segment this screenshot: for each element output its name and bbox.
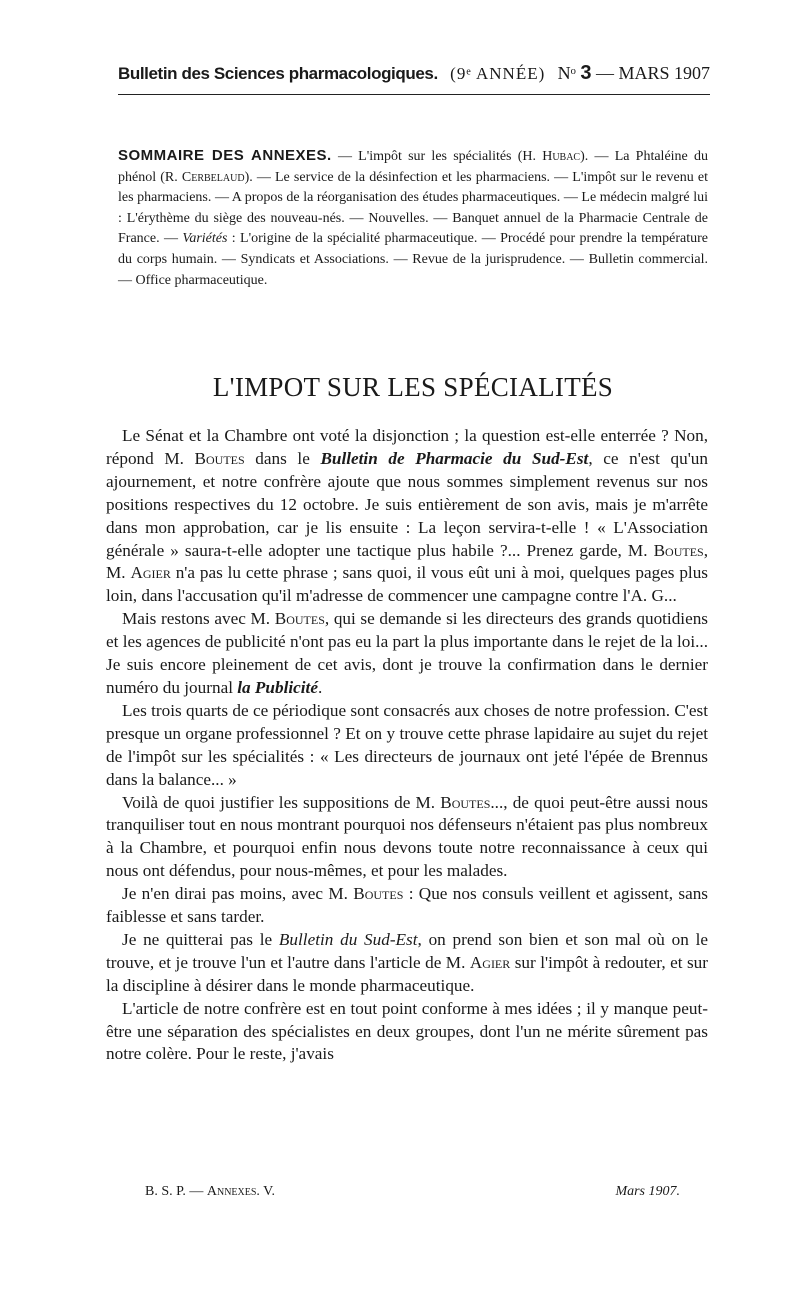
- text: : Que nos consuls veillent et agissent, sans faiblesse et sans tarder.: [106, 884, 708, 927]
- person-name: Boutes: [440, 792, 491, 812]
- sommaire-annexes: [118, 146, 708, 291]
- author-name: H. Hubac: [522, 149, 581, 164]
- header-issue: [558, 62, 710, 85]
- journal-name: la Publicité: [237, 677, 318, 697]
- person-name: Boutes: [274, 609, 325, 629]
- text: B. S. P. —: [145, 1184, 207, 1199]
- sommaire-heading: SOMMAIRE DES ANNEXES.: [118, 147, 332, 164]
- person-name: Boutes: [194, 448, 245, 468]
- sommaire-text: ). — La Phtaléine du phénol (: [118, 149, 708, 185]
- sommaire-text: ). — Le service de la désinfection et les pharmaciens. — L'impôt sur le revenu et les pharmaciens. — A propos de la réorganisation des études pharmaceutiques. — Le médecin malgré lui : L'érythème du siège des nouveau-nés. — Nouvelles. — Banquet annuel de la Pharmacie Centrale de France. —: [118, 169, 709, 247]
- text: , M.: [106, 540, 708, 583]
- paragraph: Les trois quarts de ce périodique sont consacrés aux choses de notre profession. C'est presque un organe professionnel ? Et on y trouve cette phrase lapidaire au sujet du rejet de l'impôt sur les spécialités : « Les directeurs de journaux ont jeté l'épée de Brennus dans la balance... »: [106, 700, 708, 789]
- text: dans le: [244, 448, 321, 468]
- text: sur l'impôt à redouter, et sur la discipline à désirer dans le monde pharmaceutique.: [106, 952, 708, 995]
- text: . V.: [256, 1184, 275, 1199]
- text: .: [317, 677, 323, 697]
- author-name: R. Cerbelaud: [164, 169, 245, 185]
- text: , qui se demande si les directeurs des grands quotidiens et les agences de publicité n'ont pas eu la part la plus importante dans le rejet de la loi... Je suis encore pleinement de cet avis, dont je trouve la confirmation dans le dernier numéro du journal: [106, 609, 708, 697]
- person-name: Agier: [130, 563, 171, 583]
- header-year: (9ᵉ ANNÉE): [450, 64, 546, 83]
- footer-date: Mars 1907.: [615, 1184, 680, 1199]
- text: ..., de quoi peut-être aussi nous tranquiliser tout en nous montrant pourquoi nos défenseurs n'étaient pas plus nombreux à la Chambre, et pourquoi enfin nous devons toute notre reconnaissance à ceux qui nous ont défendus, pour nous-mêmes, et pour les malades.: [106, 792, 708, 881]
- sommaire-text: — L'impôt sur les spécialités (: [331, 149, 523, 164]
- text: , on prend son bien et son mal où on le trouve, et je trouve l'un et l'autre dans l'article de M.: [106, 929, 709, 972]
- text: n'a pas lu cette phrase ; sans quoi, il vous eût uni à moi, quelques pages plus loin, dans l'accusation qu'il m'adresse de commencer une campagne contre l'A. G...: [106, 563, 708, 606]
- text: , ce n'est qu'un ajournement, et notre confrère ajoute que nous sommes simplement revenus sur nos positions respectives du 12 octobre. Je suis entièrement de son avis, mais je m'arrête dans mon approbation, car je lis ensuite : La leçon servira-t-elle ! « L'Association générale » saura-t-elle adopter une tactique plus habile ?... Prenez garde, M.: [106, 448, 708, 560]
- article-body: [106, 425, 708, 1066]
- sommaire-text: : L'origine de la spécialité pharmaceutique. — Procédé pour prendre la température du corps humain. — Syndicats et Associations. — Revue de la jurisprudence. — Bulletin commercial. — Office pharmaceutique.: [118, 231, 708, 288]
- journal-name: Bulletin de Pharmacie du Sud-Est: [320, 448, 589, 468]
- issue-number: 3: [580, 62, 592, 84]
- text: Annexes: [206, 1184, 257, 1199]
- paragraph: [106, 792, 708, 884]
- running-header: [118, 62, 710, 95]
- person-name: Boutes: [353, 884, 404, 904]
- journal-name: Bulletin du Sud-Est: [278, 929, 418, 949]
- issue-prefix: Nᵒ: [557, 63, 576, 83]
- paragraph: [106, 883, 708, 929]
- page-footer: [145, 1184, 680, 1204]
- paragraph: [106, 608, 708, 700]
- text: Je ne quitterai pas le: [122, 929, 279, 949]
- article-title: L'IMPOT SUR LES SPÉCIALITÉS: [212, 372, 614, 402]
- footer-reference: [145, 1184, 275, 1204]
- section-varietes: Variétés: [182, 231, 228, 247]
- issue-date: — MARS 1907: [595, 63, 710, 83]
- text: Je n'en dirai pas moins, avec M.: [122, 884, 354, 904]
- text: Mais restons avec M.: [122, 609, 275, 629]
- person-name: Boutes: [653, 540, 704, 560]
- text: Le Sénat et la Chambre ont voté la disjonction ; la question est-elle enterrée ? Non, répond M.: [106, 426, 708, 468]
- person-name: Agier: [469, 952, 511, 972]
- header-journal-title: Bulletin des Sciences pharmacologiques.: [118, 64, 438, 83]
- paragraph: [106, 425, 708, 608]
- paragraph: [106, 929, 708, 998]
- text: Voilà de quoi justifier les suppositions de M.: [122, 792, 441, 812]
- paragraph: L'article de notre confrère est en tout point conforme à mes idées ; il y manque peut-être une séparation des spécialistes en deux groupes, dont l'un ne mérite sûrement pas notre colère. Pour le reste, j'avais: [106, 998, 708, 1064]
